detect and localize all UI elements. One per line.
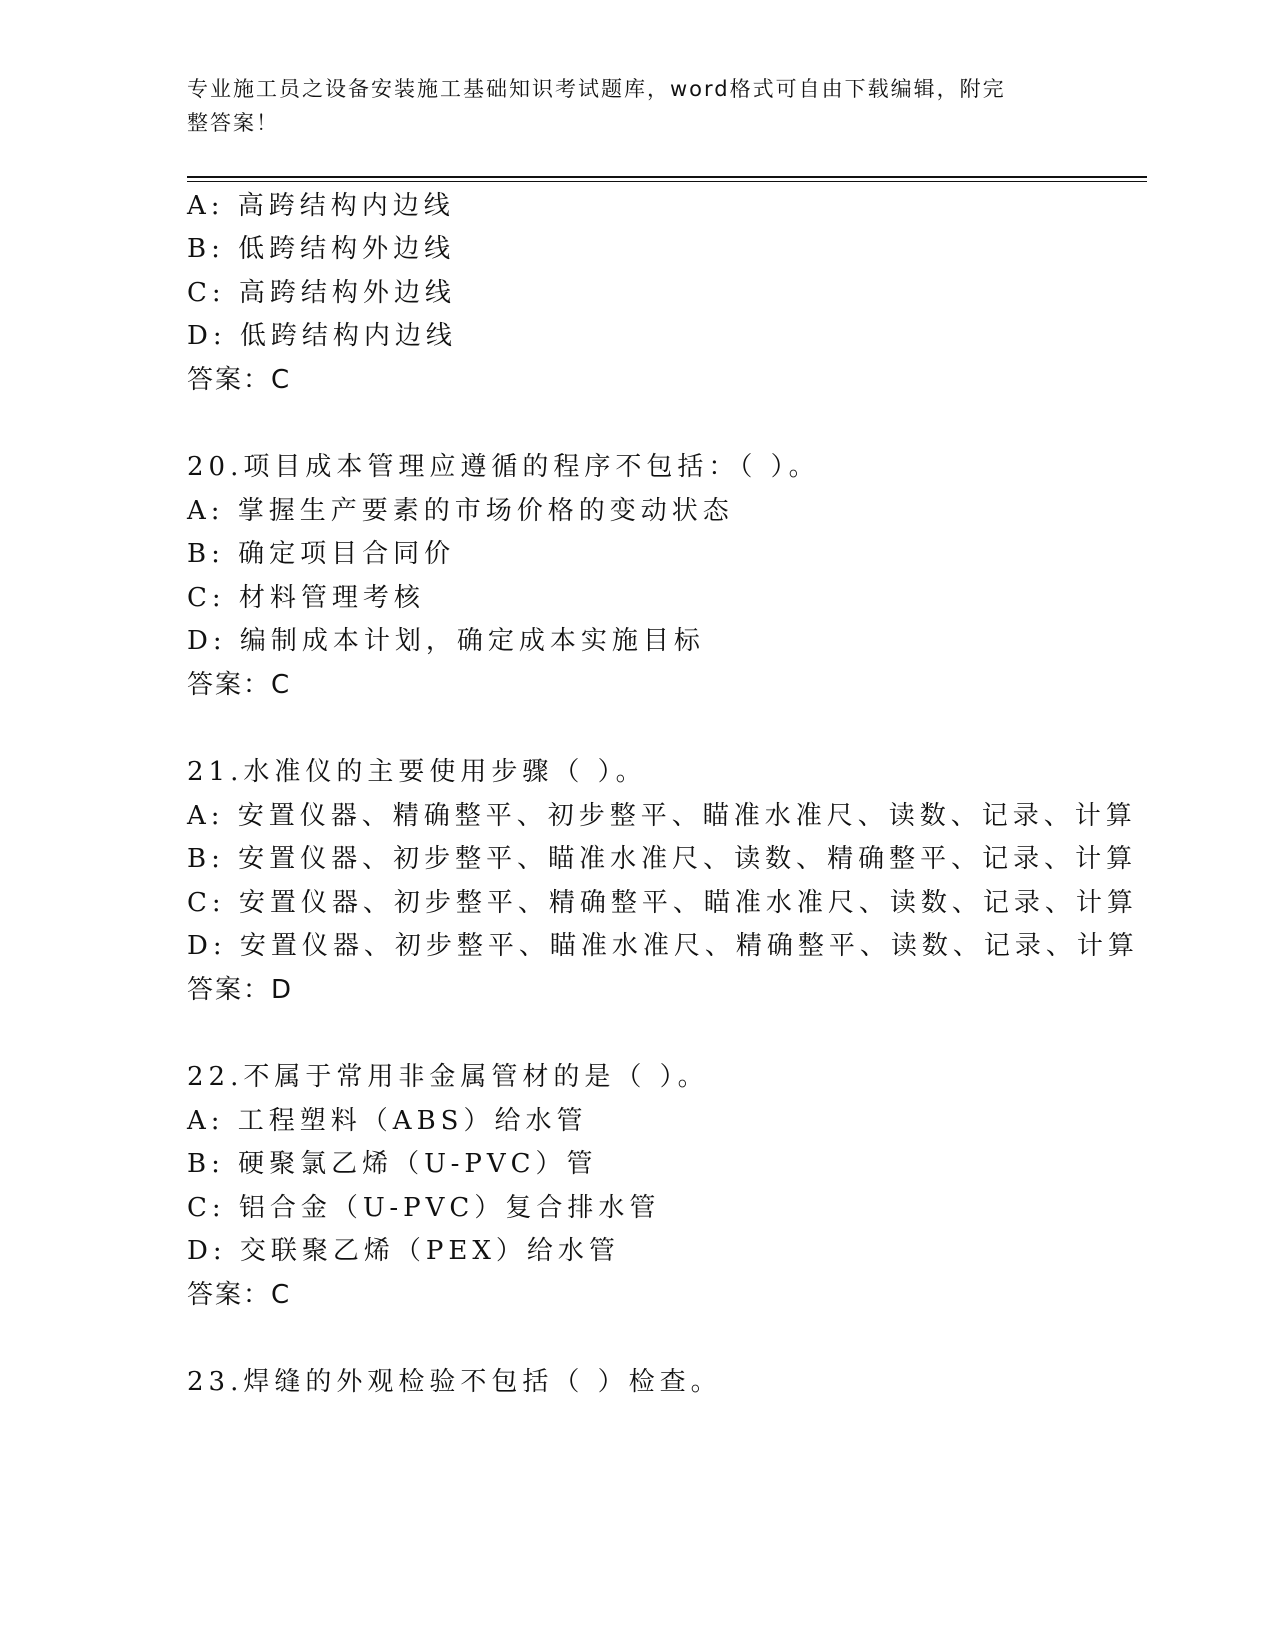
header-line-1: 专业施工员之设备安装施工基础知识考试题库，word格式可自由下载编辑，附完 xyxy=(187,77,1006,101)
q23-stem: 23.焊缝的外观检验不包括（ ）检查。 xyxy=(187,1367,722,1397)
q20-option-a: A: 掌握生产要素的市场价格的变动状态 xyxy=(187,496,734,526)
document-header xyxy=(187,72,1067,140)
q20-option-d: D: 编制成本计划，确定成本实施目标 xyxy=(187,626,705,656)
q21-option-c: C: 安置仪器、初步整平、精确整平、瞄准水准尺、读数、记录、计算 xyxy=(187,888,1138,918)
q20-option-b: B: 确定项目合同价 xyxy=(187,539,456,569)
q19-option-d: D: 低跨结构内边线 xyxy=(187,321,457,351)
q21-option-a: A: 安置仪器、精确整平、初步整平、瞄准水准尺、读数、记录、计算 xyxy=(187,801,1137,831)
q21-answer: 答案：D xyxy=(187,975,294,1005)
q19-option-b: B: 低跨结构外边线 xyxy=(187,234,456,264)
q19-option-c: C: 高跨结构外边线 xyxy=(187,278,456,308)
q21-stem: 21.水准仪的主要使用步骤（ ）。 xyxy=(187,757,647,787)
q19-option-a: A: 高跨结构内边线 xyxy=(187,191,455,221)
q22-option-a: A: 工程塑料（ABS）给水管 xyxy=(187,1106,588,1136)
header-divider-thick xyxy=(187,176,1147,178)
q19-answer: 答案：C xyxy=(187,365,292,395)
q22-answer: 答案：C xyxy=(187,1280,292,1310)
q22-stem: 22.不属于常用非金属管材的是（ ）。 xyxy=(187,1062,709,1092)
q21-option-b: B: 安置仪器、初步整平、瞄准水准尺、读数、精确整平、记录、计算 xyxy=(187,844,1138,874)
header-divider-thin xyxy=(187,181,1147,182)
q20-option-c: C: 材料管理考核 xyxy=(187,583,425,613)
q20-answer: 答案：C xyxy=(187,670,292,700)
q21-option-d: D: 安置仪器、初步整平、瞄准水准尺、精确整平、读数、记录、计算 xyxy=(187,931,1139,961)
q20-stem: 20.项目成本管理应遵循的程序不包括：（ ）。 xyxy=(187,452,820,482)
q22-option-b: B: 硬聚氯乙烯（U-PVC）管 xyxy=(187,1149,598,1179)
q22-option-d: D: 交联聚乙烯（PEX）给水管 xyxy=(187,1236,620,1266)
header-line-2: 整答案！ xyxy=(187,111,279,135)
q22-option-c: C: 铝合金（U-PVC）复合排水管 xyxy=(187,1193,661,1223)
